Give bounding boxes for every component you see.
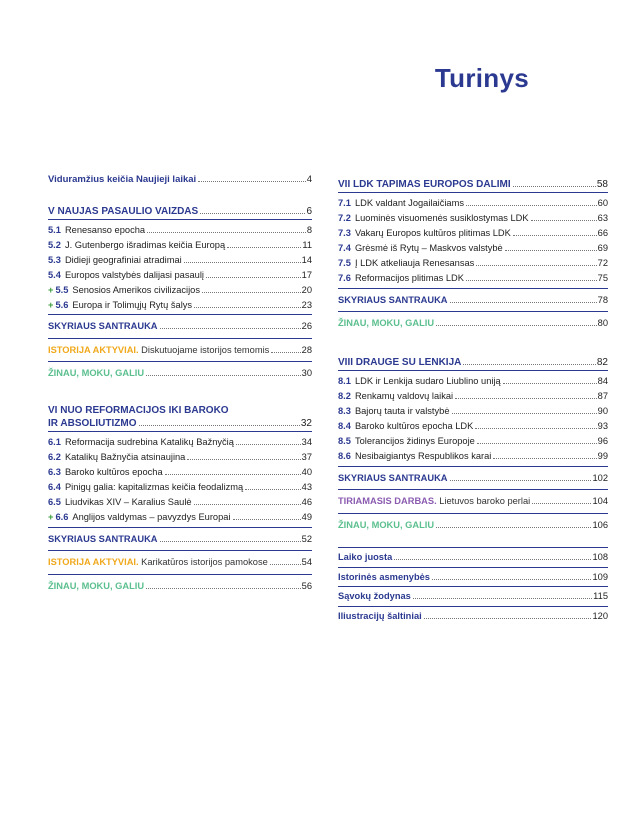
toc-page-number: 84 — [597, 375, 608, 386]
dot-leader — [146, 375, 301, 376]
dot-leader — [476, 265, 596, 266]
toc-entry-label: Europa ir Tolimųjų Rytų šalys — [72, 299, 193, 310]
chapter-8-summary[interactable] — [338, 470, 608, 487]
toc-page-number: 69 — [597, 243, 608, 254]
dot-leader — [147, 232, 306, 233]
toc-entry-label: Vakarų Europos kultūros plitimas LDK — [354, 228, 511, 239]
divider — [338, 567, 608, 568]
divider — [48, 314, 312, 315]
toc-entry-label: Į LDK atkeliauja Renesansas — [354, 258, 475, 269]
chapter-8-items — [338, 375, 608, 463]
toc-entry-label: ŽINAU, MOKU, GALIU — [338, 318, 435, 329]
toc-entry-label: Didieji geografiniai atradimai — [64, 254, 182, 265]
dot-leader — [505, 250, 597, 251]
toc-entry-label: Sąvokų žodynas — [338, 591, 411, 602]
toc-entry-label: Renesanso epocha — [64, 224, 146, 235]
toc-entry-label: Luominės visuomenės susiklostymas LDK — [354, 213, 529, 224]
chapter-title-line-2: IR ABSOLIUTIZMO — [48, 417, 137, 429]
toc-entry-5-2[interactable] — [48, 239, 312, 252]
toc-entry-label: Tolerancijos židinys Europoje — [354, 436, 475, 447]
toc-intro-entry[interactable] — [48, 174, 312, 187]
section-number: 8.2 — [338, 391, 351, 402]
toc-page-number: 96 — [597, 436, 608, 447]
toc-page-number: 52 — [301, 533, 312, 544]
section-number: 8.1 — [338, 375, 351, 386]
plus-icon: + — [48, 512, 54, 523]
dot-leader — [245, 489, 300, 490]
dot-leader — [184, 262, 301, 263]
toc-entry-label: Reformacijos plitimas LDK — [354, 273, 464, 284]
toc-page-number: 4 — [306, 174, 312, 185]
chapter-5-know[interactable] — [48, 365, 312, 382]
toc-entry-persons[interactable] — [338, 569, 608, 585]
dot-leader — [436, 527, 591, 528]
toc-entry-label: Reformacija sudrebina Katalikų Bažnyčią — [64, 436, 234, 447]
toc-entry-5-6[interactable] — [48, 299, 312, 312]
toc-entry-8-4[interactable] — [338, 420, 608, 433]
toc-page-number: 8 — [306, 224, 312, 235]
plus-icon: + — [48, 284, 54, 295]
section-number: 7.6 — [338, 273, 351, 284]
toc-entry-7-2[interactable] — [338, 212, 608, 225]
chapter-5-activity[interactable] — [48, 342, 312, 359]
section-number: 8.5 — [338, 436, 351, 447]
toc-entry-label: Laiko juosta — [338, 552, 393, 563]
dot-leader — [477, 443, 597, 444]
toc-page-number: 75 — [597, 273, 608, 284]
section-number: 6.6 — [55, 512, 69, 523]
section-number: 5.2 — [48, 239, 61, 250]
toc-page-number: 11 — [302, 239, 312, 250]
chapter-title-line-1: VI NUO REFORMACIJOS IKI BAROKO — [48, 404, 229, 416]
toc-page-number: 120 — [592, 610, 608, 621]
toc-page-number: 78 — [597, 294, 608, 305]
toc-entry-label: Viduramžius keičia Naujieji laikai — [48, 174, 197, 185]
section-number: 7.2 — [338, 213, 351, 224]
toc-entry-7-3[interactable] — [338, 227, 608, 240]
toc-page-number: 46 — [301, 497, 312, 508]
divider — [48, 527, 312, 528]
toc-page-number: 104 — [592, 496, 608, 507]
toc-entry-label: Istorinės asmenybės — [338, 571, 430, 582]
dot-leader — [394, 559, 591, 560]
toc-entry-label: Diskutuojame istorijos temomis — [141, 344, 270, 355]
dot-leader — [463, 364, 596, 365]
toc-entry-label: Nesibaigiantys Respublikos karai — [354, 451, 492, 462]
toc-entry-label: Lietuvos baroko perlai — [439, 496, 531, 507]
chapter-7-heading[interactable] — [338, 178, 608, 193]
section-number: 5.5 — [55, 284, 69, 295]
activity-tag: ISTORIJA AKTYVIAI. — [48, 344, 139, 355]
toc-entry-label: SKYRIAUS SANTRAUKA — [48, 321, 158, 332]
dot-leader — [450, 302, 597, 303]
toc-entry-label: Karikatūros istorijos pamokose — [141, 557, 268, 568]
toc-entry-7-4[interactable] — [338, 242, 608, 255]
dot-leader — [160, 328, 301, 329]
divider — [338, 288, 608, 289]
toc-page-number: 40 — [301, 467, 312, 478]
dot-leader — [532, 503, 591, 504]
section-number: 6.1 — [48, 436, 61, 447]
chapter-6-know[interactable] — [48, 578, 312, 595]
toc-entry-label: LDK valdant Jogailaičiams — [354, 198, 464, 208]
toc-entry-label: Pinigų galia: kapitalizmas keičia feodalizmą — [64, 482, 244, 493]
divider — [338, 466, 608, 467]
toc-entry-6-4[interactable] — [48, 481, 312, 494]
toc-entry-8-6[interactable] — [338, 450, 608, 463]
toc-page-number: 80 — [597, 318, 608, 329]
dot-leader — [466, 280, 597, 281]
toc-page-number: 17 — [301, 269, 312, 280]
toc-entry-7-6[interactable] — [338, 272, 608, 285]
divider — [338, 311, 608, 312]
dot-leader — [436, 325, 597, 326]
chapter-7-know[interactable] — [338, 315, 608, 332]
chapter-5-summary[interactable] — [48, 318, 312, 335]
dot-leader — [139, 425, 300, 426]
activity-tag: ISTORIJA AKTYVIAI. — [48, 557, 139, 568]
toc-entry-label: LDK ir Lenkija sudaro Liublino uniją — [354, 375, 501, 386]
section-number: 7.3 — [338, 228, 351, 239]
toc-page-number: 63 — [597, 213, 608, 224]
toc-page-number: 43 — [301, 482, 312, 493]
toc-page-number: 34 — [301, 436, 312, 447]
dot-leader — [452, 413, 597, 414]
chapter-5-items — [48, 224, 312, 312]
chapter-6-heading[interactable] — [48, 404, 312, 432]
dot-leader — [424, 618, 592, 619]
divider — [338, 586, 608, 587]
dot-leader — [233, 519, 301, 520]
toc-page-number: 108 — [592, 552, 608, 563]
section-number: 6.4 — [48, 482, 61, 493]
section-number: 5.3 — [48, 254, 61, 265]
chapter-title: VIII DRAUGE SU LENKIJA — [338, 356, 462, 368]
toc-entry-6-2[interactable] — [48, 451, 312, 464]
dot-leader — [493, 458, 596, 459]
toc-entry-7-1[interactable] — [338, 197, 608, 210]
toc-entry-label: ŽINAU, MOKU, GALIU — [338, 519, 435, 530]
toc-entry-6-1[interactable] — [48, 436, 312, 449]
toc-page-number: 72 — [597, 258, 608, 269]
section-number: 8.4 — [338, 421, 351, 432]
divider — [48, 550, 312, 551]
toc-entry-label: Europos valstybės dalijasi pasaulį — [64, 269, 204, 280]
dot-leader — [466, 205, 597, 206]
dot-leader — [146, 588, 301, 589]
toc-page-number: 106 — [592, 519, 608, 530]
chapter-8-research[interactable] — [338, 493, 608, 510]
dot-leader — [227, 247, 301, 248]
chapter-5-heading[interactable] — [48, 205, 312, 220]
toc-entry-timeline[interactable] — [338, 550, 608, 566]
toc-page-number: 26 — [301, 321, 312, 332]
toc-entry-7-5[interactable] — [338, 257, 608, 270]
dot-leader — [194, 307, 301, 308]
plus-icon: + — [48, 299, 54, 310]
toc-page-number: 115 — [593, 591, 608, 602]
toc-page-number: 23 — [301, 299, 312, 310]
dot-leader — [200, 213, 305, 214]
section-number: 8.3 — [338, 406, 351, 417]
toc-page-number: 20 — [301, 284, 312, 295]
chapter-8-heading[interactable] — [338, 356, 608, 371]
toc-entry-label: SKYRIAUS SANTRAUKA — [338, 472, 448, 483]
dot-leader — [198, 181, 306, 182]
toc-page-number: 49 — [301, 512, 312, 523]
toc-left-column — [48, 174, 312, 594]
dot-leader — [450, 480, 592, 481]
chapter-6-summary[interactable] — [48, 531, 312, 548]
section-number: 6.5 — [48, 497, 61, 508]
dot-leader — [270, 564, 301, 565]
section-number: 6.3 — [48, 467, 61, 478]
toc-entry-label: Grėsmė iš Rytų – Maskvos valstybė — [354, 243, 503, 254]
toc-page-number: 82 — [596, 356, 608, 368]
chapter-6-activity[interactable] — [48, 554, 312, 571]
section-number: 5.1 — [48, 224, 61, 235]
toc-entry-label: Anglijos valdymas – pavyzdys Europai — [72, 512, 231, 523]
toc-page-number: 54 — [301, 557, 312, 568]
dot-leader — [194, 504, 301, 505]
dot-leader — [413, 598, 592, 599]
toc-page-number: 102 — [592, 472, 608, 483]
dot-leader — [503, 383, 597, 384]
toc-page-number: 6 — [306, 205, 312, 217]
toc-entry-5-5[interactable] — [48, 284, 312, 297]
toc-entry-glossary[interactable] — [338, 589, 608, 605]
toc-page-number: 60 — [597, 198, 608, 208]
divider — [338, 489, 608, 490]
toc-entry-6-5[interactable] — [48, 496, 312, 509]
chapter-7-summary[interactable] — [338, 292, 608, 309]
section-number: 7.4 — [338, 243, 351, 254]
dot-leader — [513, 186, 596, 187]
toc-entry-label: ŽINAU, MOKU, GALIU — [48, 368, 145, 379]
dot-leader — [271, 352, 300, 353]
section-number: 8.6 — [338, 451, 351, 462]
dot-leader — [475, 428, 596, 429]
dot-leader — [165, 474, 301, 475]
toc-entry-8-2[interactable] — [338, 390, 608, 403]
toc-entry-5-3[interactable] — [48, 254, 312, 267]
toc-page-number: 28 — [301, 344, 312, 355]
toc-page-number: 56 — [301, 580, 312, 591]
toc-entry-label: ŽINAU, MOKU, GALIU — [48, 580, 145, 591]
toc-page-number: 66 — [597, 228, 608, 239]
toc-entry-8-3[interactable] — [338, 405, 608, 418]
toc-entry-label: Bajorų tauta ir valstybė — [354, 406, 450, 417]
toc-entry-label: Senosios Amerikos civilizacijos — [72, 284, 200, 295]
dot-leader — [531, 220, 597, 221]
divider — [48, 361, 312, 362]
toc-right-column — [338, 178, 608, 624]
dot-leader — [513, 235, 597, 236]
divider — [48, 574, 312, 575]
toc-page-number: 99 — [597, 451, 608, 462]
toc-entry-label: Liudvikas XIV – Karalius Saulė — [64, 497, 192, 508]
section-number: 5.6 — [55, 299, 69, 310]
toc-entry-6-3[interactable] — [48, 466, 312, 479]
toc-entry-label: Baroko kultūros epocha LDK — [354, 421, 474, 432]
toc-entry-5-4[interactable] — [48, 269, 312, 282]
toc-page-number: 58 — [596, 179, 608, 190]
section-number: 7.1 — [338, 198, 351, 208]
toc-entry-label: Baroko kultūros epocha — [64, 467, 163, 478]
toc-entry-label: Iliustracijų šaltiniai — [338, 610, 422, 621]
dot-leader — [455, 398, 597, 399]
toc-entry-8-1[interactable] — [338, 375, 608, 388]
back-matter — [338, 547, 608, 624]
divider — [338, 606, 608, 607]
chapter-6-items — [48, 436, 312, 524]
divider — [338, 547, 608, 548]
toc-page-number: 87 — [597, 391, 608, 402]
toc-entry-5-1[interactable] — [48, 224, 312, 237]
chapter-7-items — [338, 197, 608, 285]
toc-entry-illustration-sources[interactable] — [338, 608, 608, 624]
research-tag: TIRIAMASIS DARBAS. — [338, 496, 437, 507]
chapter-title: VII LDK TAPIMAS EUROPOS DALIMI — [338, 179, 511, 190]
dot-leader — [432, 579, 592, 580]
dot-leader — [206, 277, 301, 278]
toc-page-number: 37 — [301, 452, 312, 463]
toc-page-number: 93 — [597, 421, 608, 432]
divider — [48, 338, 312, 339]
toc-page-number: 90 — [597, 406, 608, 417]
page-title: Turinys — [434, 63, 529, 93]
section-number: 5.4 — [48, 269, 61, 280]
chapter-8-know[interactable] — [338, 517, 608, 534]
toc-entry-label: SKYRIAUS SANTRAUKA — [338, 294, 448, 305]
toc-entry-8-5[interactable] — [338, 435, 608, 448]
toc-page-number: 32 — [300, 417, 312, 429]
dot-leader — [187, 459, 300, 460]
toc-entry-label: SKYRIAUS SANTRAUKA — [48, 533, 158, 544]
dot-leader — [202, 292, 301, 293]
toc-page-number: 109 — [592, 571, 608, 582]
toc-page-number: 14 — [301, 254, 312, 265]
dot-leader — [236, 444, 301, 445]
chapter-title: V NAUJAS PASAULIO VAIZDAS — [48, 205, 199, 217]
toc-entry-label: Renkamų valdovų laikai — [354, 391, 454, 402]
section-number: 6.2 — [48, 452, 61, 463]
divider — [338, 513, 608, 514]
section-number: 7.5 — [338, 258, 351, 269]
dot-leader — [160, 541, 301, 542]
toc-entry-label: Katalikų Bažnyčia atsinaujina — [64, 452, 186, 463]
toc-entry-label: J. Gutenbergo išradimas keičia Europą — [64, 239, 226, 250]
toc-entry-6-6[interactable] — [48, 511, 312, 524]
toc-page-number: 30 — [301, 368, 312, 379]
